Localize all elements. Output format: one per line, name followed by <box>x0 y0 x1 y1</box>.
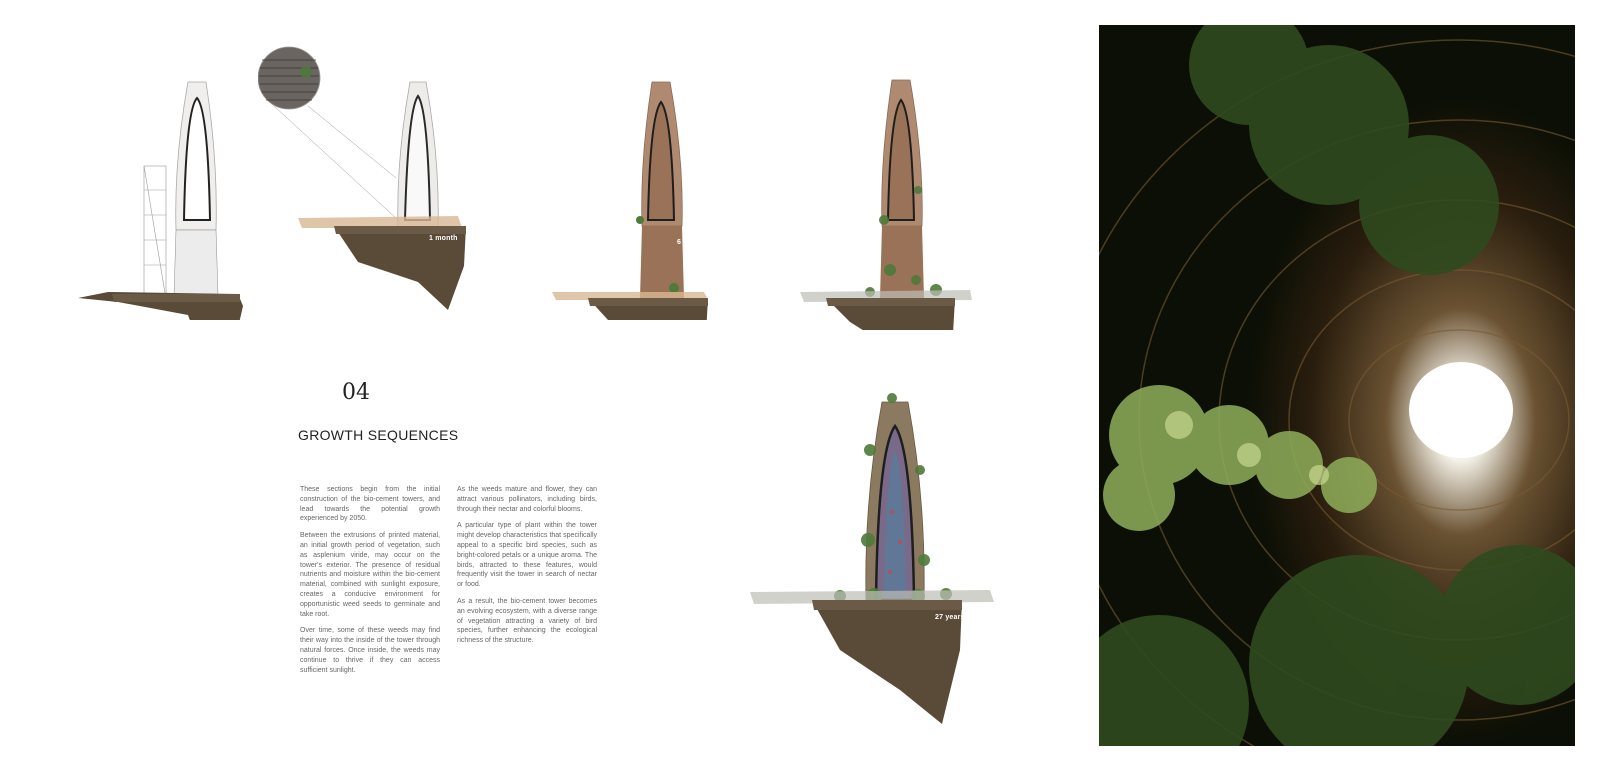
tower-section-1-day-illustration <box>78 70 258 320</box>
growth-stage-27-years <box>750 360 1020 740</box>
stage-label: 6 months <box>677 239 710 246</box>
tower-interior-render <box>1099 25 1575 746</box>
growth-stage-1-month <box>258 30 488 320</box>
paragraph: Between the extrusions of printed material, an initial growth period of vegetation, such as asplenium viride, may occur on the tower's exterior. The presence of residual nutrients and moisture within the bio-cement material, combined with sunlight exposure, creates a conducive environment for opportunistic weed seeds to germinate and take root. <box>300 532 440 618</box>
paragraph: A particular type of plant within the tower might develop characteristics that specifically appeal to a specific bird species, such as bright-colored petals or a unique aroma. The birds, attracted to these features, would frequently visit the tower in search of nectar or food. <box>457 522 597 589</box>
stage-label: 27 years <box>935 614 965 621</box>
growth-stage-1-day <box>78 70 258 320</box>
interior-render-illustration <box>1099 25 1575 746</box>
tower-section-1-month-illustration <box>258 30 488 320</box>
tower-section-27-years-illustration <box>750 360 1020 740</box>
tower-section-6-months-illustration <box>528 70 728 320</box>
body-text-right-column <box>457 485 597 653</box>
stage-label: 1 day <box>221 235 240 242</box>
body-text-left-column <box>300 485 440 682</box>
section-title: GROWTH SEQUENCES <box>298 427 459 443</box>
stage-label: 1 month <box>429 235 458 242</box>
paragraph: These sections begin from the initial construction of the bio-cement towers, and lead towards the potential growth experienced by 2050. <box>300 486 440 523</box>
growth-stage-6-months <box>528 70 728 320</box>
paragraph: Over time, some of these weeds may find their way into the inside of the tower through natural forces. Once inside, the weeds may continue to thrive if they can access sufficient sunlight. <box>300 627 440 674</box>
section-number: 04 <box>342 380 370 405</box>
stage-label: 2 years <box>934 238 960 245</box>
tower-section-2-years-illustration <box>800 70 980 330</box>
growth-stage-2-years <box>800 70 980 330</box>
paragraph: As the weeds mature and flower, they can attract various pollinators, including birds, through their nectar and colorful blooms. <box>457 486 597 513</box>
paragraph: As a result, the bio-cement tower becomes an evolving ecosystem, with a diverse range of vegetation attracting a variety of bird species, further enhancing the ecological richness of the structure. <box>457 597 597 645</box>
